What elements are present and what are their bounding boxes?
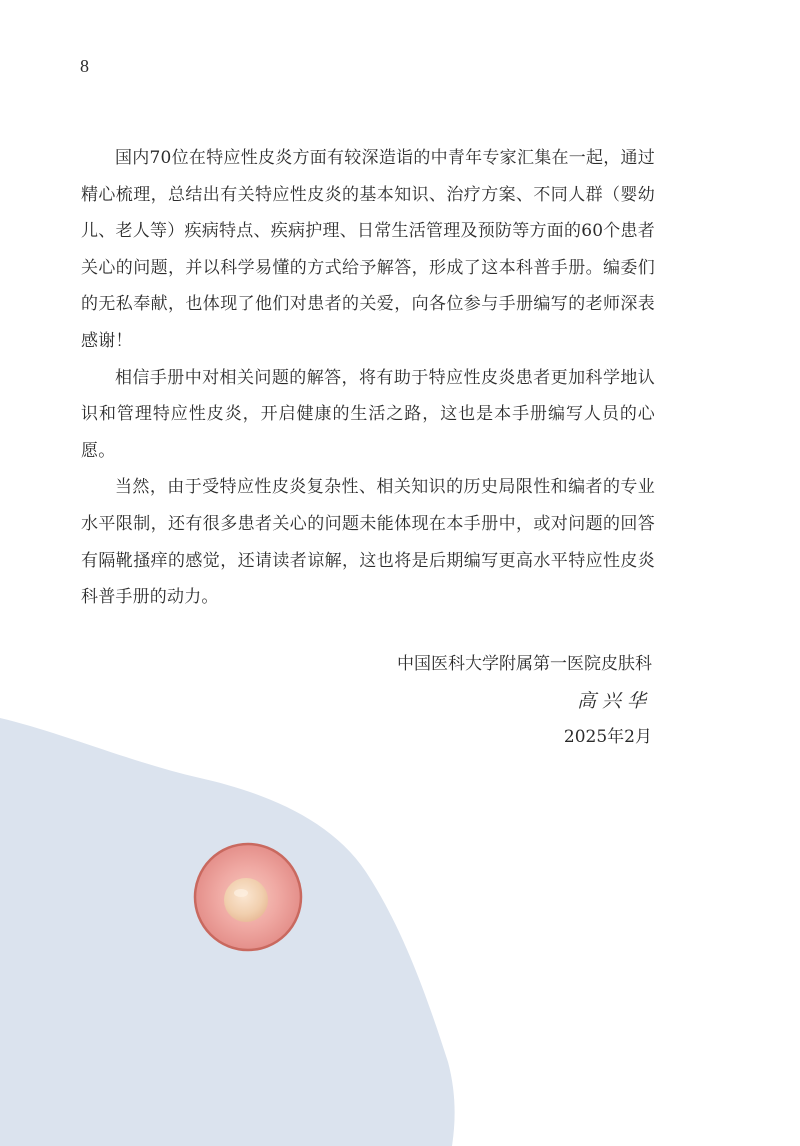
paragraph-2: 相信手册中对相关问题的解答，将有助于特应性皮炎患者更加科学地认识和管理特应性皮炎，开启健康的生活之路，这也是本手册编写人员的心愿。 bbox=[81, 367, 655, 461]
body-text bbox=[81, 140, 655, 616]
handwritten-signature: 高兴华 bbox=[576, 689, 652, 712]
skin-decoration bbox=[0, 700, 460, 1146]
paragraph-3: 当然，由于受特应性皮炎复杂性、相关知识的历史局限性和编者的专业水平限制，还有很多患者关心的问题未能体现在本手册中，或对问题的回答有隔靴搔痒的感觉，还请读者谅解，这也将是后期编写更高水平特应性皮炎科普手册的动力。 bbox=[81, 477, 655, 608]
signature-institution: 中国医科大学附属第一医院皮肤科 bbox=[397, 654, 652, 674]
signature-date: 2025年2月 bbox=[563, 727, 652, 748]
page-number: 8 bbox=[80, 56, 89, 76]
skin-lesion-icon bbox=[195, 844, 301, 950]
paragraph-1: 国内70位在特应性皮炎方面有较深造诣的中青年专家汇集在一起，通过精心梳理，总结出有关特应性皮炎的基本知识、治疗方案、不同人群（婴幼儿、老人等）疾病特点、疾病护理、日常生活管理及预防等方面的60个患者关心的问题，并以科学易懂的方式给予解答，形成了这本科普手册。编委们的无私奉献，也体现了他们对患者的关爱，向各位参与手册编写的老师深表感谢！ bbox=[81, 148, 655, 351]
